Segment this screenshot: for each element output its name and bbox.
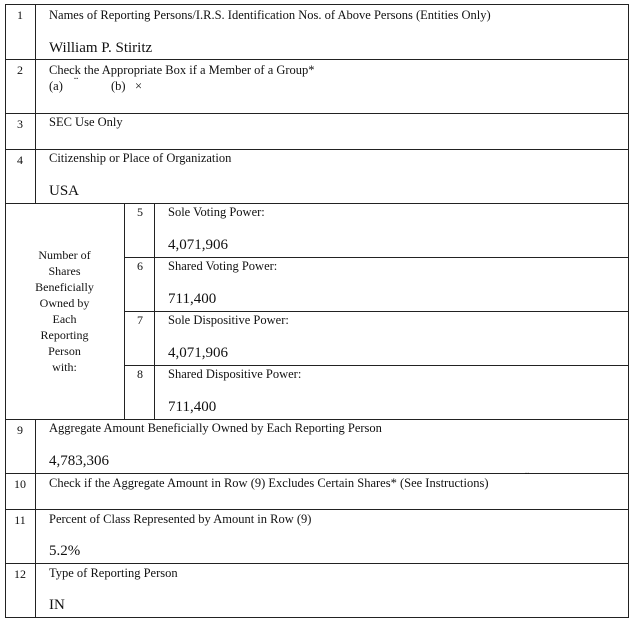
border-bottom: [5, 617, 629, 618]
row-number-9: 9: [17, 423, 23, 437]
border-right: [628, 4, 629, 618]
row-label-sec-use: SEC Use Only: [49, 115, 123, 129]
row-number-11: 11: [14, 513, 26, 527]
reporting-person-name: William P. Stiritz: [49, 40, 153, 56]
divider-row-4-5: [5, 203, 629, 204]
side-label-divider: [124, 203, 125, 420]
side-label-line: Person: [48, 344, 81, 358]
sub-row-number-7: 7: [137, 313, 143, 327]
side-label-line: Shares: [48, 264, 81, 278]
row-label-group: Check the Appropriate Box if a Member of a Group*: [49, 63, 315, 77]
divider-row-3-4: [5, 149, 629, 150]
divider-sub-6-7: [125, 311, 629, 312]
row-number-3: 3: [17, 117, 23, 131]
reporting-person-type-value: IN: [49, 597, 65, 613]
option-a-label: (a): [49, 79, 63, 93]
row-label-type: Type of Reporting Person: [49, 566, 178, 580]
row-number-4: 4: [17, 153, 23, 167]
option-a-checkbox[interactable]: ¨: [74, 75, 79, 89]
divider-row-11-12: [5, 563, 629, 564]
divider-sub-5-6: [125, 257, 629, 258]
shared-voting-power-value: 711,400: [168, 291, 217, 307]
divider-row-8-9: [5, 419, 629, 420]
divider-row-9-10: [5, 473, 629, 474]
side-label-line: Beneficially: [35, 280, 94, 294]
percent-of-class-value: 5.2%: [49, 543, 81, 559]
number-column-divider-bottom: [35, 419, 36, 618]
row-number-12: 12: [14, 567, 26, 581]
row-label-percent: Percent of Class Represented by Amount in Row (9): [49, 512, 312, 526]
aggregate-amount-value: 4,783,306: [49, 453, 109, 469]
divider-row-10-11: [5, 509, 629, 510]
row-number-1: 1: [17, 8, 23, 22]
side-label-line: Each: [52, 312, 77, 326]
sole-dispositive-power-label: Sole Dispositive Power:: [168, 313, 289, 327]
row-number-2: 2: [17, 63, 23, 77]
shared-voting-power-label: Shared Voting Power:: [168, 259, 278, 273]
citizenship-value: USA: [49, 183, 80, 199]
divider-row-1-2: [5, 59, 629, 60]
option-b-label: (b): [111, 79, 126, 93]
row-number-10: 10: [14, 477, 26, 491]
side-label-line: Reporting: [40, 328, 89, 342]
sole-dispositive-power-value: 4,071,906: [168, 345, 228, 361]
sub-row-number-6: 6: [137, 259, 143, 273]
excludes-checkbox[interactable]: ¨: [525, 470, 530, 484]
sub-row-number-8: 8: [137, 367, 143, 381]
shared-dispositive-power-label: Shared Dispositive Power:: [168, 367, 302, 381]
side-label-line: with:: [52, 360, 77, 374]
row-label-names: Names of Reporting Persons/I.R.S. Identification Nos. of Above Persons (Entities Only): [49, 8, 491, 22]
number-column-divider-top: [35, 4, 36, 204]
row-label-aggregate: Aggregate Amount Beneficially Owned by Each Reporting Person: [49, 421, 382, 435]
sole-voting-power-label: Sole Voting Power:: [168, 205, 265, 219]
sub-row-number-5: 5: [137, 205, 143, 219]
sole-voting-power-value: 4,071,906: [168, 237, 228, 253]
divider-sub-7-8: [125, 365, 629, 366]
row-label-citizenship: Citizenship or Place of Organization: [49, 151, 232, 165]
side-label-line: Owned by: [39, 296, 90, 310]
option-b-checkbox[interactable]: ×: [135, 79, 143, 93]
row-label-excludes: Check if the Aggregate Amount in Row (9) Excludes Certain Shares* (See Instructions): [49, 476, 489, 490]
shares-owned-side-label: [5, 247, 124, 375]
side-label-line: Number of: [38, 248, 91, 262]
shared-dispositive-power-value: 711,400: [168, 399, 217, 415]
divider-row-2-3: [5, 113, 629, 114]
sub-number-divider: [154, 203, 155, 420]
border-top: [5, 4, 629, 5]
